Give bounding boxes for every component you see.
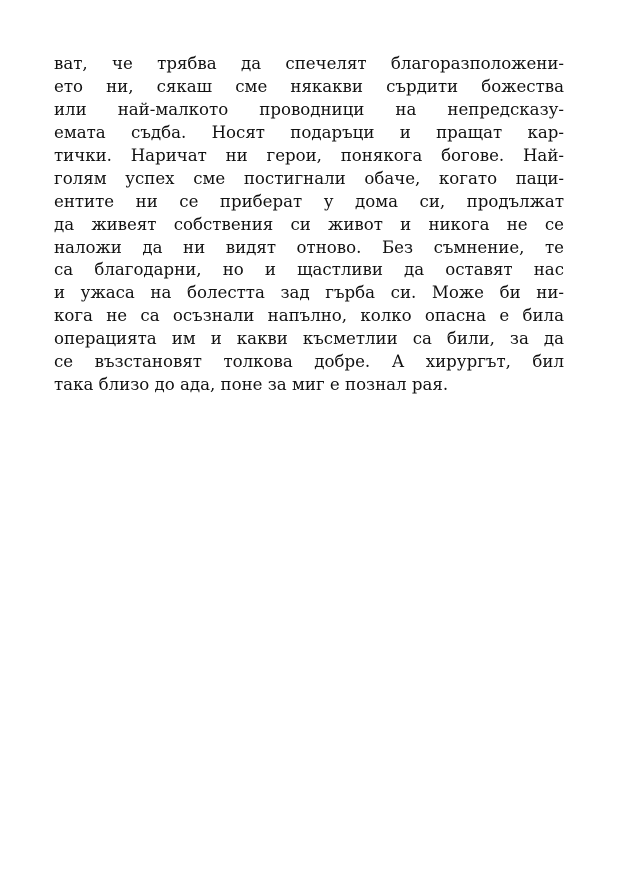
text-line: или най-малкото проводници на непредсказу-	[54, 99, 564, 119]
text-line: ето ни, сякаш сме някакви сърдити божества	[54, 76, 564, 96]
text-line: и ужаса на болестта зад гърба си. Може би ни-	[54, 283, 564, 303]
text-line: наложи да ни видят отново. Без съмнение, те	[54, 237, 564, 257]
text-line: операцията им и какви късметлии са били, за да	[54, 329, 564, 349]
text-line: тички. Наричат ни герои, понякога богове. Най-	[54, 145, 564, 165]
text-line: ват, че трябва да спечелят благоразположени-	[54, 54, 564, 73]
text-line: се възстановят толкова добре. А хирургът, бил	[54, 352, 564, 372]
text-line: ентите ни се приберат у дома си, продължат	[54, 191, 564, 211]
text-line: кога не са осъзнали напълно, колко опасна е била	[54, 306, 564, 326]
body-text	[54, 53, 564, 397]
text-line: са благодарни, но и щастливи да оставят нас	[54, 260, 564, 280]
text-line: емата съдба. Носят подаръци и пращат кар-	[54, 122, 564, 142]
text-line: така близо до ада, поне за миг е познал рая.	[54, 375, 449, 395]
text-line: да живеят собствения си живот и никога не се	[54, 214, 564, 234]
text-line: голям успех сме постигнали обаче, когато паци-	[54, 168, 564, 188]
